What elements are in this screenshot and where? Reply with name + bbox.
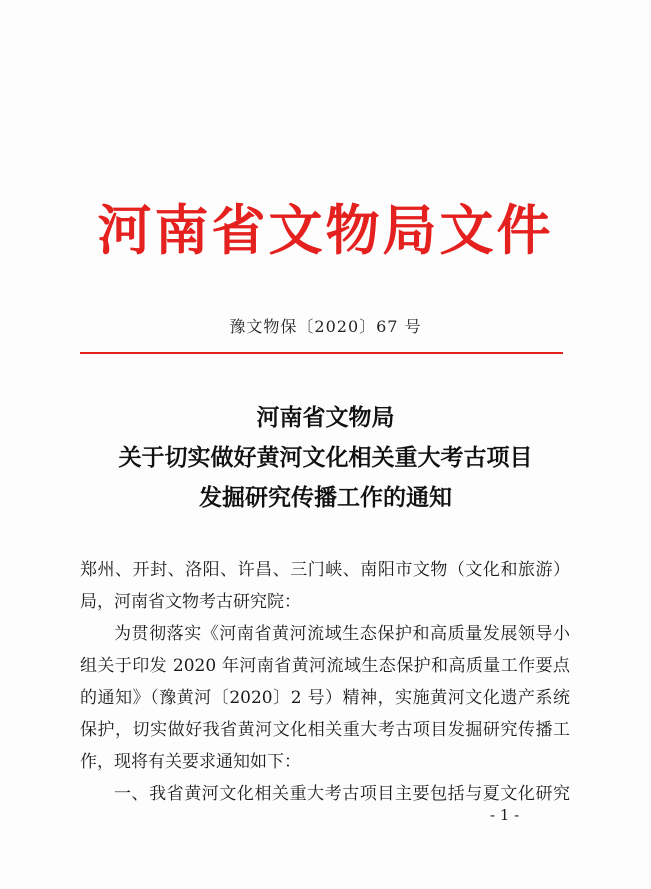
red-divider-line <box>80 352 563 354</box>
paragraph-line: 组关于印发 2020 年河南省黄河流域生态保护和高质量工作要点 <box>80 656 570 676</box>
document-body <box>80 554 570 810</box>
page-number: - 1 - <box>490 806 520 824</box>
paragraph-line: 作，现将有关要求通知如下： <box>80 752 301 772</box>
addressee-line: 郑州、开封、洛阳、许昌、三门峡、南阳市文物（文化和旅游） <box>80 560 570 580</box>
paragraph-line: 一、我省黄河文化相关重大考古项目主要包括与夏文化研究 <box>114 784 570 804</box>
notice-title-line: 发掘研究传播工作的通知 <box>199 484 452 511</box>
issuer-header-title: 河南省文物局文件 <box>97 199 554 262</box>
paragraph-line: 为贯彻落实《河南省黄河流域生态保护和高质量发展领导小 <box>114 624 570 644</box>
document-number: 豫文物保〔2020〕67 号 <box>229 317 422 336</box>
paragraph-line: 的通知》（豫黄河〔2020〕2 号）精神，实施黄河文化遗产系统 <box>80 688 570 708</box>
addressee-line: 局，河南省文物考古研究院： <box>80 592 301 612</box>
notice-title-line: 关于切实做好黄河文化相关重大考古项目 <box>118 444 533 471</box>
paragraph-line: 保护，切实做好我省黄河文化相关重大考古项目发掘研究传播工 <box>80 720 570 740</box>
notice-title-line: 河南省文物局 <box>256 404 395 431</box>
notice-title <box>0 398 651 518</box>
